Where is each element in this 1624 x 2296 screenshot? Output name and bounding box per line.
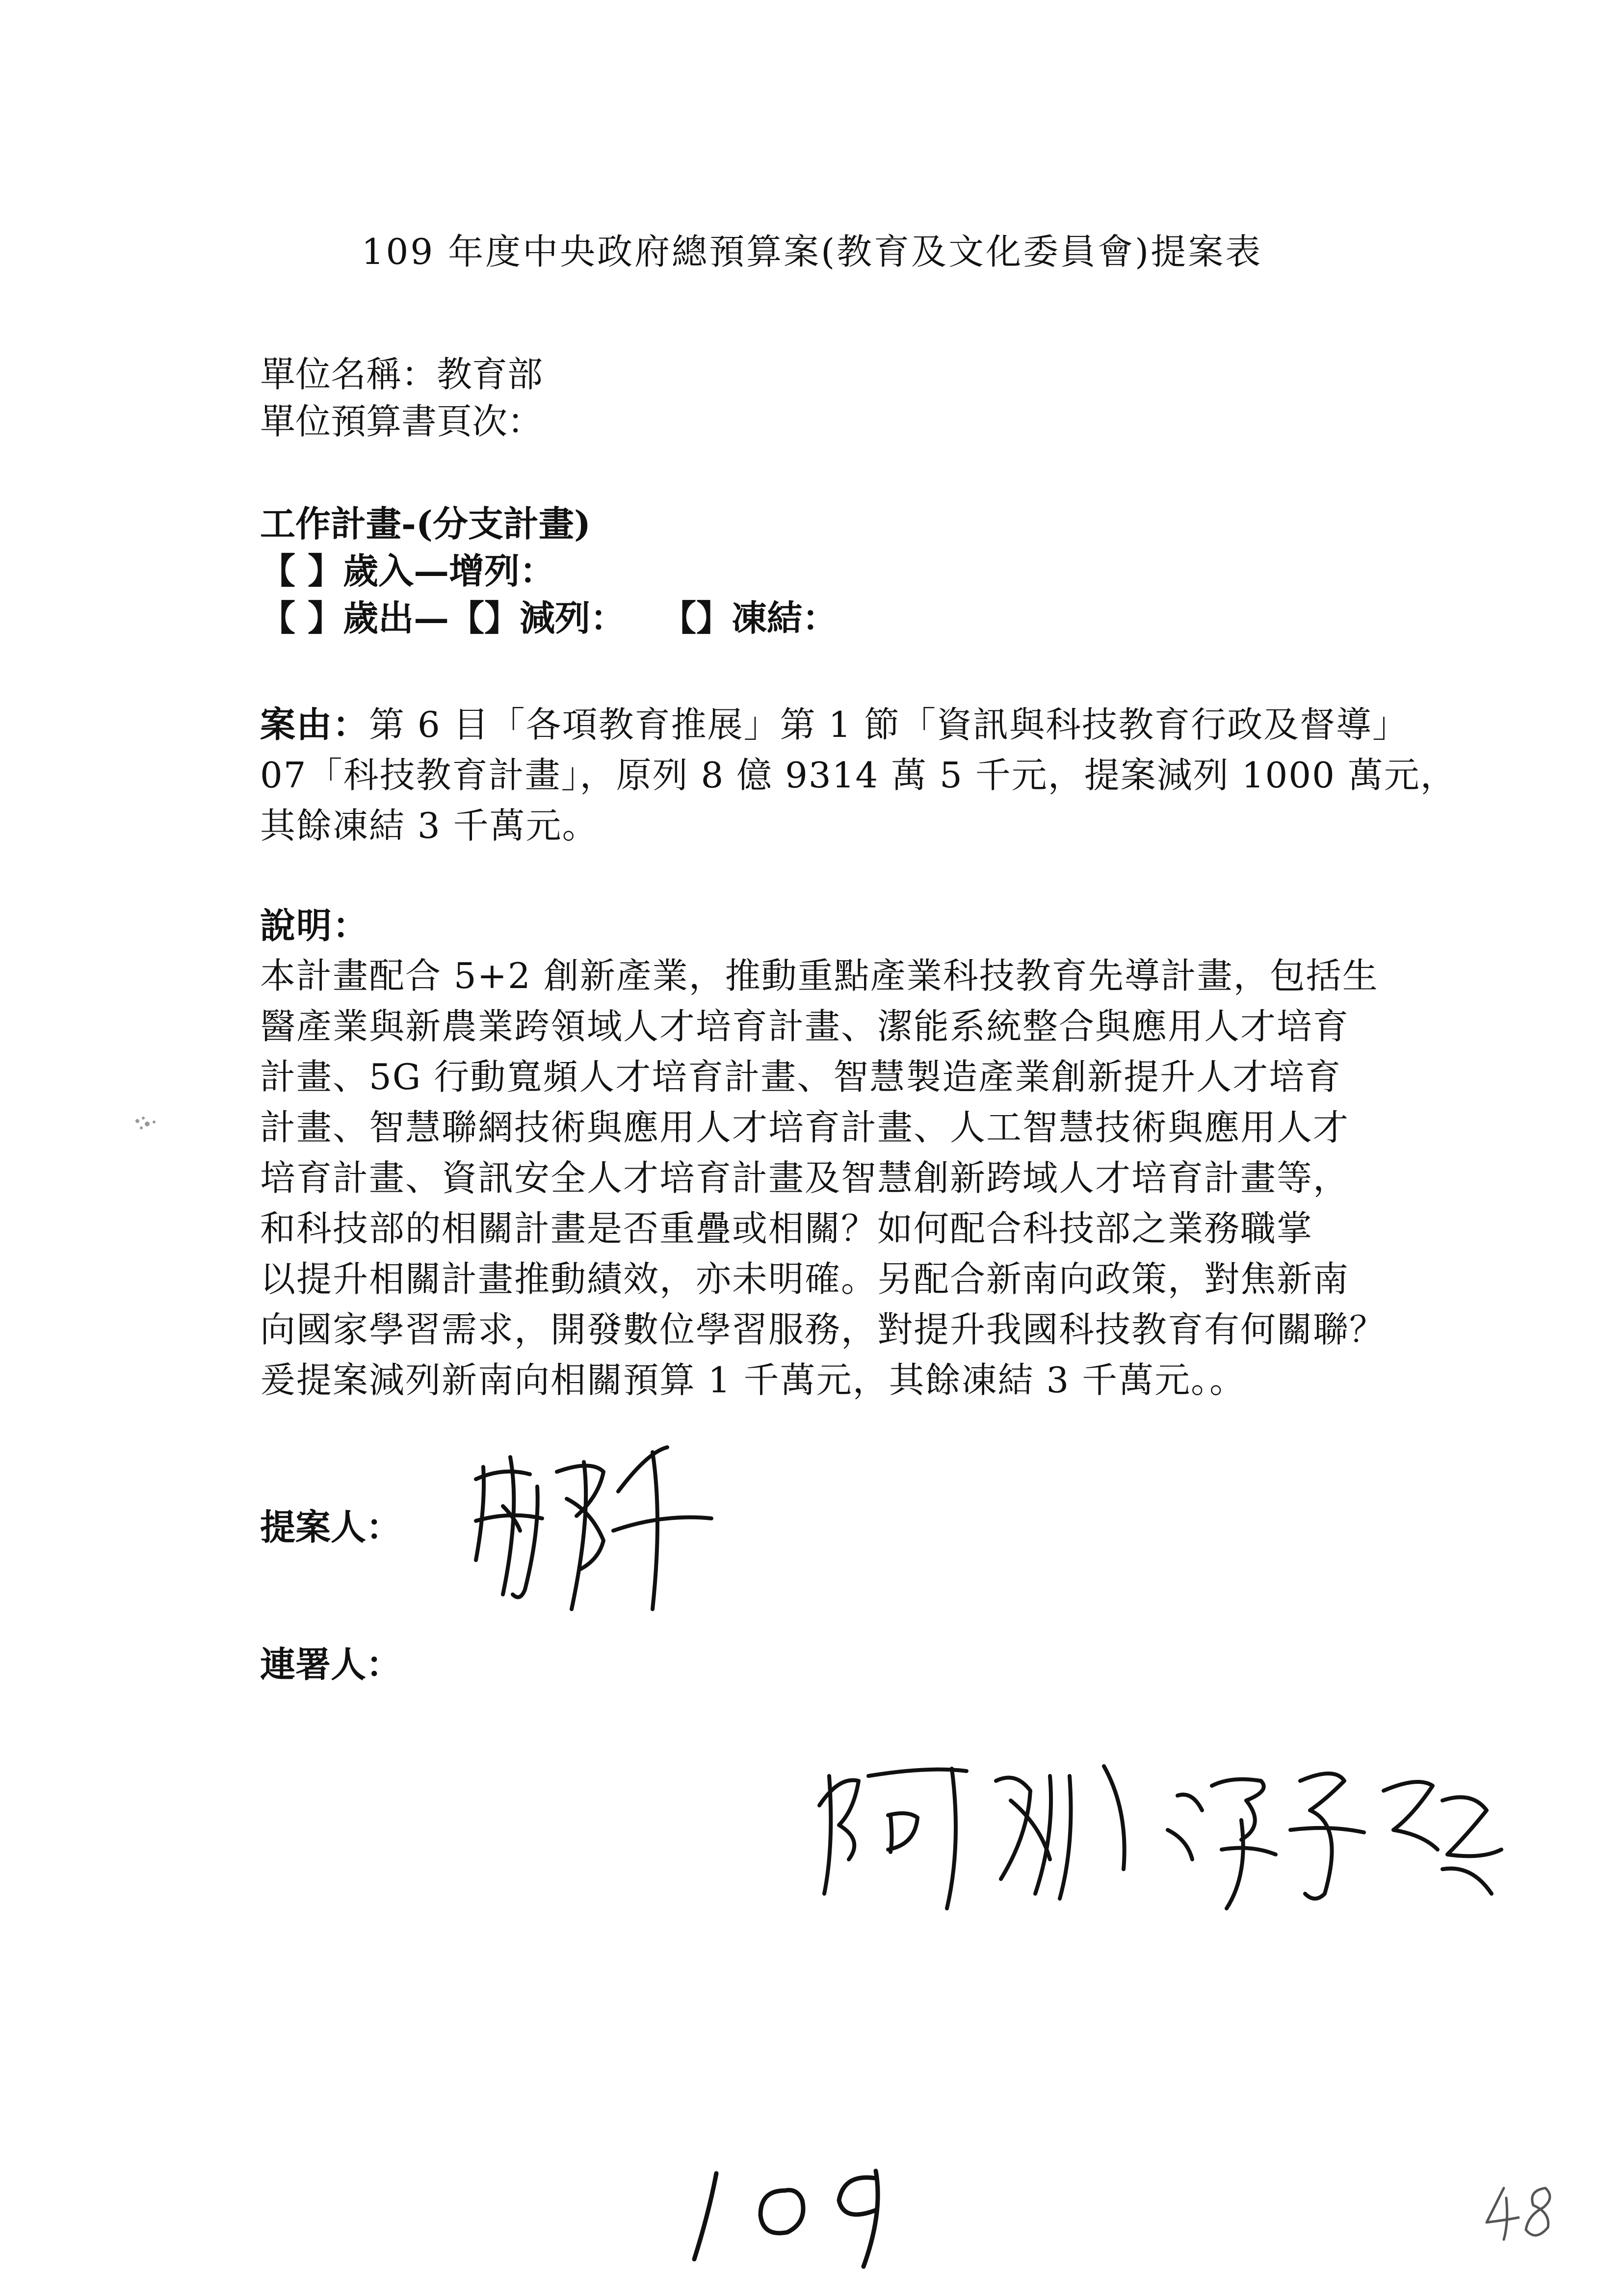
explanation-line-4: 計畫、智慧聯網技術與應用人才培育計畫、人工智慧技術與應用人才 (260, 1107, 1350, 1148)
explanation-line-3: 計畫、5G 行動寬頻人才培育計畫、智慧製造產業創新提升人才培育 (260, 1056, 1342, 1097)
handwritten-page-number (682, 2154, 917, 2271)
reason-text-2: 07「科技教育計畫」，原列 8 億 9314 萬 5 千元，提案減列 1000 萬元， (260, 755, 1457, 796)
unit-name-line: 單位名稱：教育部 (260, 354, 543, 395)
explanation-line-6: 和科技部的相關計畫是否重疊或相關？如何配合科技部之業務職掌 (260, 1208, 1313, 1249)
explanation-line-2: 醫產業與新農業跨領域人才培育計畫、潔能系統整合與應用人才培育 (260, 1006, 1350, 1047)
reason-text-1: 第 6 目「各項教育推展」第 1 節「資訊與科技教育行政及督導」 (369, 704, 1409, 745)
explanation-section (260, 900, 1447, 1406)
reason-line-1 (260, 699, 1447, 750)
plan-heading: 工作計畫-(分支計畫) (260, 503, 591, 545)
explanation-line-9: 爰提案減列新南向相關預算 1 千萬元，其餘凍結 3 千萬元。。 (260, 1359, 1246, 1401)
unit-info (260, 351, 1447, 445)
explanation-line-5: 培育計畫、資訊安全人才培育計畫及智慧創新跨域人才培育計畫等， (260, 1157, 1350, 1199)
expense-line: 【 】歲出—【】減列： 【】凍結： (260, 597, 838, 639)
cosigner-label: 連署人： (260, 1644, 402, 1685)
proposer-label: 提案人： (260, 1506, 402, 1548)
reason-label: 案由： (260, 704, 369, 745)
scan-speck (132, 1111, 162, 1136)
revenue-line: 【 】歲入—增列： (260, 550, 555, 592)
cosigner-signature (805, 1747, 1531, 1933)
explanation-line-1: 本計畫配合 5+2 創新產業，推動重點產業科技教育先導計畫，包括生 (260, 955, 1379, 996)
handwritten-corner-number (1477, 2178, 1575, 2247)
reason-section (260, 699, 1457, 851)
explanation-line-7: 以提升相關計畫推動績效，亦未明確。另配合新南向政策，對焦新南 (260, 1258, 1350, 1300)
proposer-signature (456, 1433, 731, 1629)
unit-page-line: 單位預算書頁次： (260, 401, 543, 442)
reason-text-3: 其餘凍結 3 千萬元。 (260, 805, 599, 846)
plan-section (260, 500, 1447, 642)
explanation-line-8: 向國家學習需求，開發數位學習服務，對提升我國科技教育有何關聯？ (260, 1309, 1386, 1350)
explanation-label: 說明： (260, 905, 369, 946)
document-title: 109 年度中央政府總預算案(教育及文化委員會)提案表 (361, 231, 1263, 272)
